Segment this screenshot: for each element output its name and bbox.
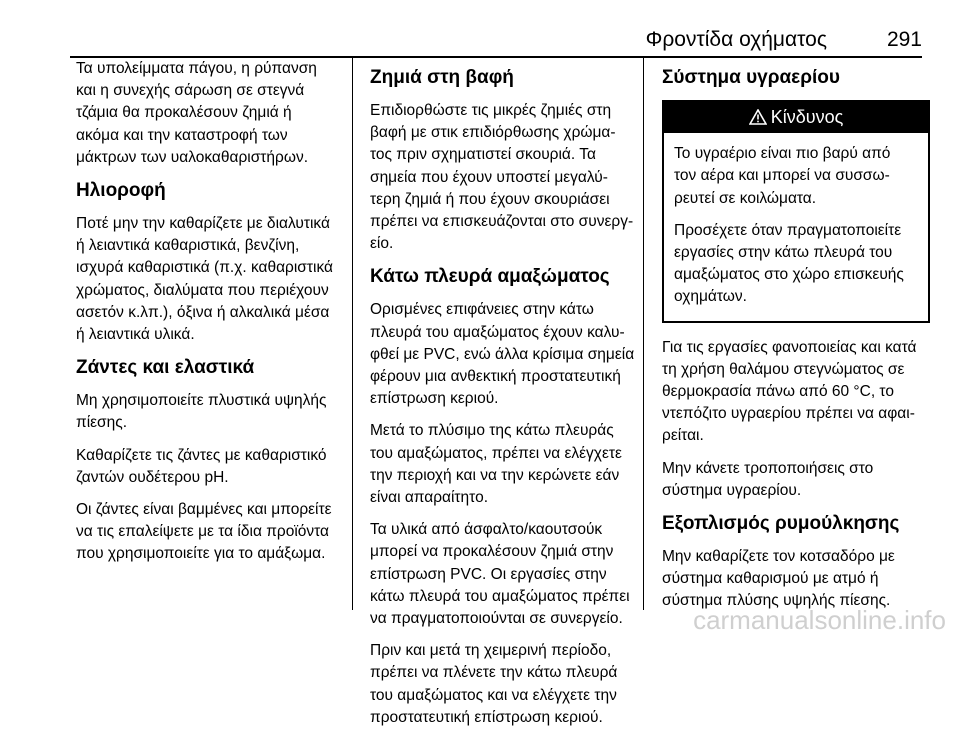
- warning-header: [664, 102, 928, 133]
- text-line: τερη ζημιά ή που έχουν σκουριάσει: [370, 190, 610, 208]
- text-line: Το υγραέριο είναι πιο βαρύ από: [674, 145, 891, 163]
- text-line: του αμαξώματος, πρέπει να ελέγχετε: [370, 444, 622, 462]
- text-line: φθεί με PVC, ενώ άλλα κρίσιμα σημεία: [370, 345, 635, 363]
- text-line: κάτω πλευρά του αμαξώματος πρέπει: [370, 587, 630, 605]
- text-line: ζαντών ουδέτερου pH.: [76, 468, 229, 486]
- text-line: ρευτεί σε κοιλώματα.: [674, 189, 817, 207]
- paint-paragraph: [370, 100, 638, 255]
- page-header: [70, 28, 922, 58]
- text-line: σημεία που έχουν υποστεί μεγαλύ-: [370, 168, 608, 186]
- text-line: τον αέρα και μπορεί να συσσω-: [674, 167, 890, 185]
- text-line: είναι απαραίτητο.: [370, 489, 489, 507]
- text-line: Μετά το πλύσιμο της κάτω πλευράς: [370, 422, 614, 440]
- warning-title: Κίνδυνος: [770, 107, 844, 127]
- text-line: σύστημα υγραερίου.: [662, 481, 802, 499]
- text-line: να πραγματοποιούνται σε συνεργείο.: [370, 610, 623, 628]
- text-line: να τις επαλείψετε με τα ίδια προϊόντα: [76, 523, 330, 541]
- text-line: τη χρήση θαλάμου στεγνώματος σε: [662, 360, 905, 378]
- wheels-paragraph-1: [76, 390, 348, 434]
- column-3: [662, 58, 930, 623]
- heading-underbody: Κάτω πλευρά αμαξώματος: [370, 266, 610, 288]
- text-line: σύστημα καθαρισμού με ατμό ή: [662, 570, 879, 588]
- heading-towing-equipment: Εξοπλισμός ρυμούλκησης: [662, 513, 900, 535]
- wheels-paragraph-3: [76, 499, 348, 566]
- column-divider: [643, 58, 644, 610]
- text-line: επίστρωση PVC. Οι εργασίες στην: [370, 565, 607, 583]
- text-line: Μην κάνετε τροποποιήσεις στο: [662, 459, 874, 477]
- text-line: την περιοχή και να την κερώνετε εάν: [370, 466, 620, 484]
- text-line: Ορισμένες επιφάνειες στην κάτω: [370, 301, 594, 319]
- warning-paragraph-2: [674, 220, 918, 309]
- column-2: [370, 58, 638, 739]
- text-line: Καθαρίζετε τις ζάντες με καθαριστικό: [76, 446, 327, 464]
- sunroof-paragraph: [76, 213, 348, 346]
- text-line: φέρουν μια ανθεκτική προστατευτική: [370, 368, 621, 386]
- underbody-paragraph-4: [370, 640, 638, 729]
- text-line: σύστημα πλύσης υψηλής πίεσης.: [662, 592, 891, 610]
- text-line: εργασίες στην κάτω πλευρά του: [674, 244, 893, 262]
- text-line: ασετόν κ.λπ.), όξινα ή αλκαλικά μέσα: [76, 303, 330, 321]
- towing-paragraph: [662, 546, 930, 613]
- column-1: [76, 58, 348, 576]
- page-title: Φροντίδα οχήματος: [645, 28, 827, 51]
- text-line: πρέπει να επισκευάζονται στο συνεργ-: [370, 213, 634, 231]
- text-line: Οι ζάντες είναι βαμμένες και μπορείτε: [76, 501, 332, 519]
- heading-sunroof: Ηλιοροφή: [76, 180, 166, 202]
- text-line: του αμαξώματος και να ελέγχετε την: [370, 686, 617, 704]
- text-line: προστατευτική επίστρωση κεριού.: [370, 708, 603, 726]
- text-line: ντεπόζιτο υγραερίου πρέπει να αφαι-: [662, 405, 915, 423]
- text-line: Τα υλικά από άσφαλτο/καουτσούκ: [370, 521, 603, 539]
- heading-wheels-tyres: Ζάντες και ελαστικά: [76, 357, 255, 379]
- text-line: θερμοκρασία πάνω από 60 °C, το: [662, 383, 894, 401]
- text-line: ή λειαντικά καθαριστικά, βενζίνη,: [76, 237, 300, 255]
- warning-paragraph-1: [674, 143, 918, 210]
- watermark: carmanualsonline.info: [693, 605, 946, 635]
- text-line: Μη χρησιμοποιείτε πλυστικά υψηλής: [76, 392, 327, 410]
- wipers-paragraph: [76, 58, 348, 169]
- text-line: που χρησιμοποιείτε για το αμάξωμα.: [76, 545, 326, 563]
- text-line: είο.: [370, 235, 394, 253]
- heading-lpg-system: Σύστημα υγραερίου: [662, 67, 840, 88]
- lpg-paragraph-2: [662, 458, 930, 502]
- underbody-paragraph-3: [370, 519, 638, 630]
- page-number: 291: [886, 28, 922, 51]
- text-line: ή λειαντικά υλικά.: [76, 326, 195, 344]
- text-line: χρώματος, διαλύματα που περιέχουν: [76, 281, 329, 299]
- underbody-paragraph-2: [370, 420, 638, 509]
- text-line: τζάμια θα προκαλέσουν ζημιά ή: [76, 104, 292, 122]
- text-line: Ποτέ μην την καθαρίζετε με διαλυτικά: [76, 215, 330, 233]
- text-line: Προσέχετε όταν πραγματοποιείτε: [674, 221, 902, 239]
- text-line: Τα υπολείμματα πάγου, η ρύπανση: [76, 60, 317, 77]
- underbody-paragraph-1: [370, 299, 638, 410]
- heading-paint-damage: Ζημιά στη βαφή: [370, 67, 514, 88]
- text-line: πλευρά του αμαξώματος έχουν καλυ-: [370, 323, 625, 341]
- text-line: μπορεί να προκαλέσουν ζημιά στην: [370, 543, 614, 561]
- warning-triangle-icon: [749, 109, 767, 125]
- text-line: Επιδιορθώστε τις μικρές ζημιές στη: [370, 102, 612, 119]
- text-line: μάκτρων των υαλοκαθαριστήρων.: [76, 148, 309, 166]
- text-line: τος πριν σχηματιστεί σκουριά. Τα: [370, 146, 596, 164]
- lpg-paragraph-1: [662, 337, 930, 448]
- text-line: Για τις εργασίες φανοποιείας και κατά: [662, 338, 917, 356]
- text-line: πίεσης.: [76, 414, 128, 432]
- warning-body: [664, 133, 928, 320]
- danger-warning-box: [662, 100, 930, 323]
- text-line: οχημάτων.: [674, 288, 747, 306]
- text-line: ισχυρά καθαριστικά (π.χ. καθαριστικά: [76, 259, 333, 277]
- text-line: ρείται.: [662, 427, 704, 445]
- text-line: Μην καθαρίζετε τον κοτσαδόρο με: [662, 548, 895, 566]
- text-line: Πριν και μετά τη χειμερινή περίοδο,: [370, 642, 612, 660]
- text-line: βαφή με στικ επιδιόρθωσης χρώμα-: [370, 124, 616, 142]
- text-line: και η συνεχής σάρωση σε στεγνά: [76, 82, 305, 100]
- text-line: επίστρωση κεριού.: [370, 390, 499, 408]
- text-line: πρέπει να πλένετε την κάτω πλευρά: [370, 664, 618, 682]
- text-line: αμαξώματος στο χώρο επισκευής: [674, 266, 904, 284]
- column-divider: [352, 58, 353, 610]
- wheels-paragraph-2: [76, 445, 348, 489]
- text-line: ακόμα και την καταστροφή των: [76, 126, 288, 144]
